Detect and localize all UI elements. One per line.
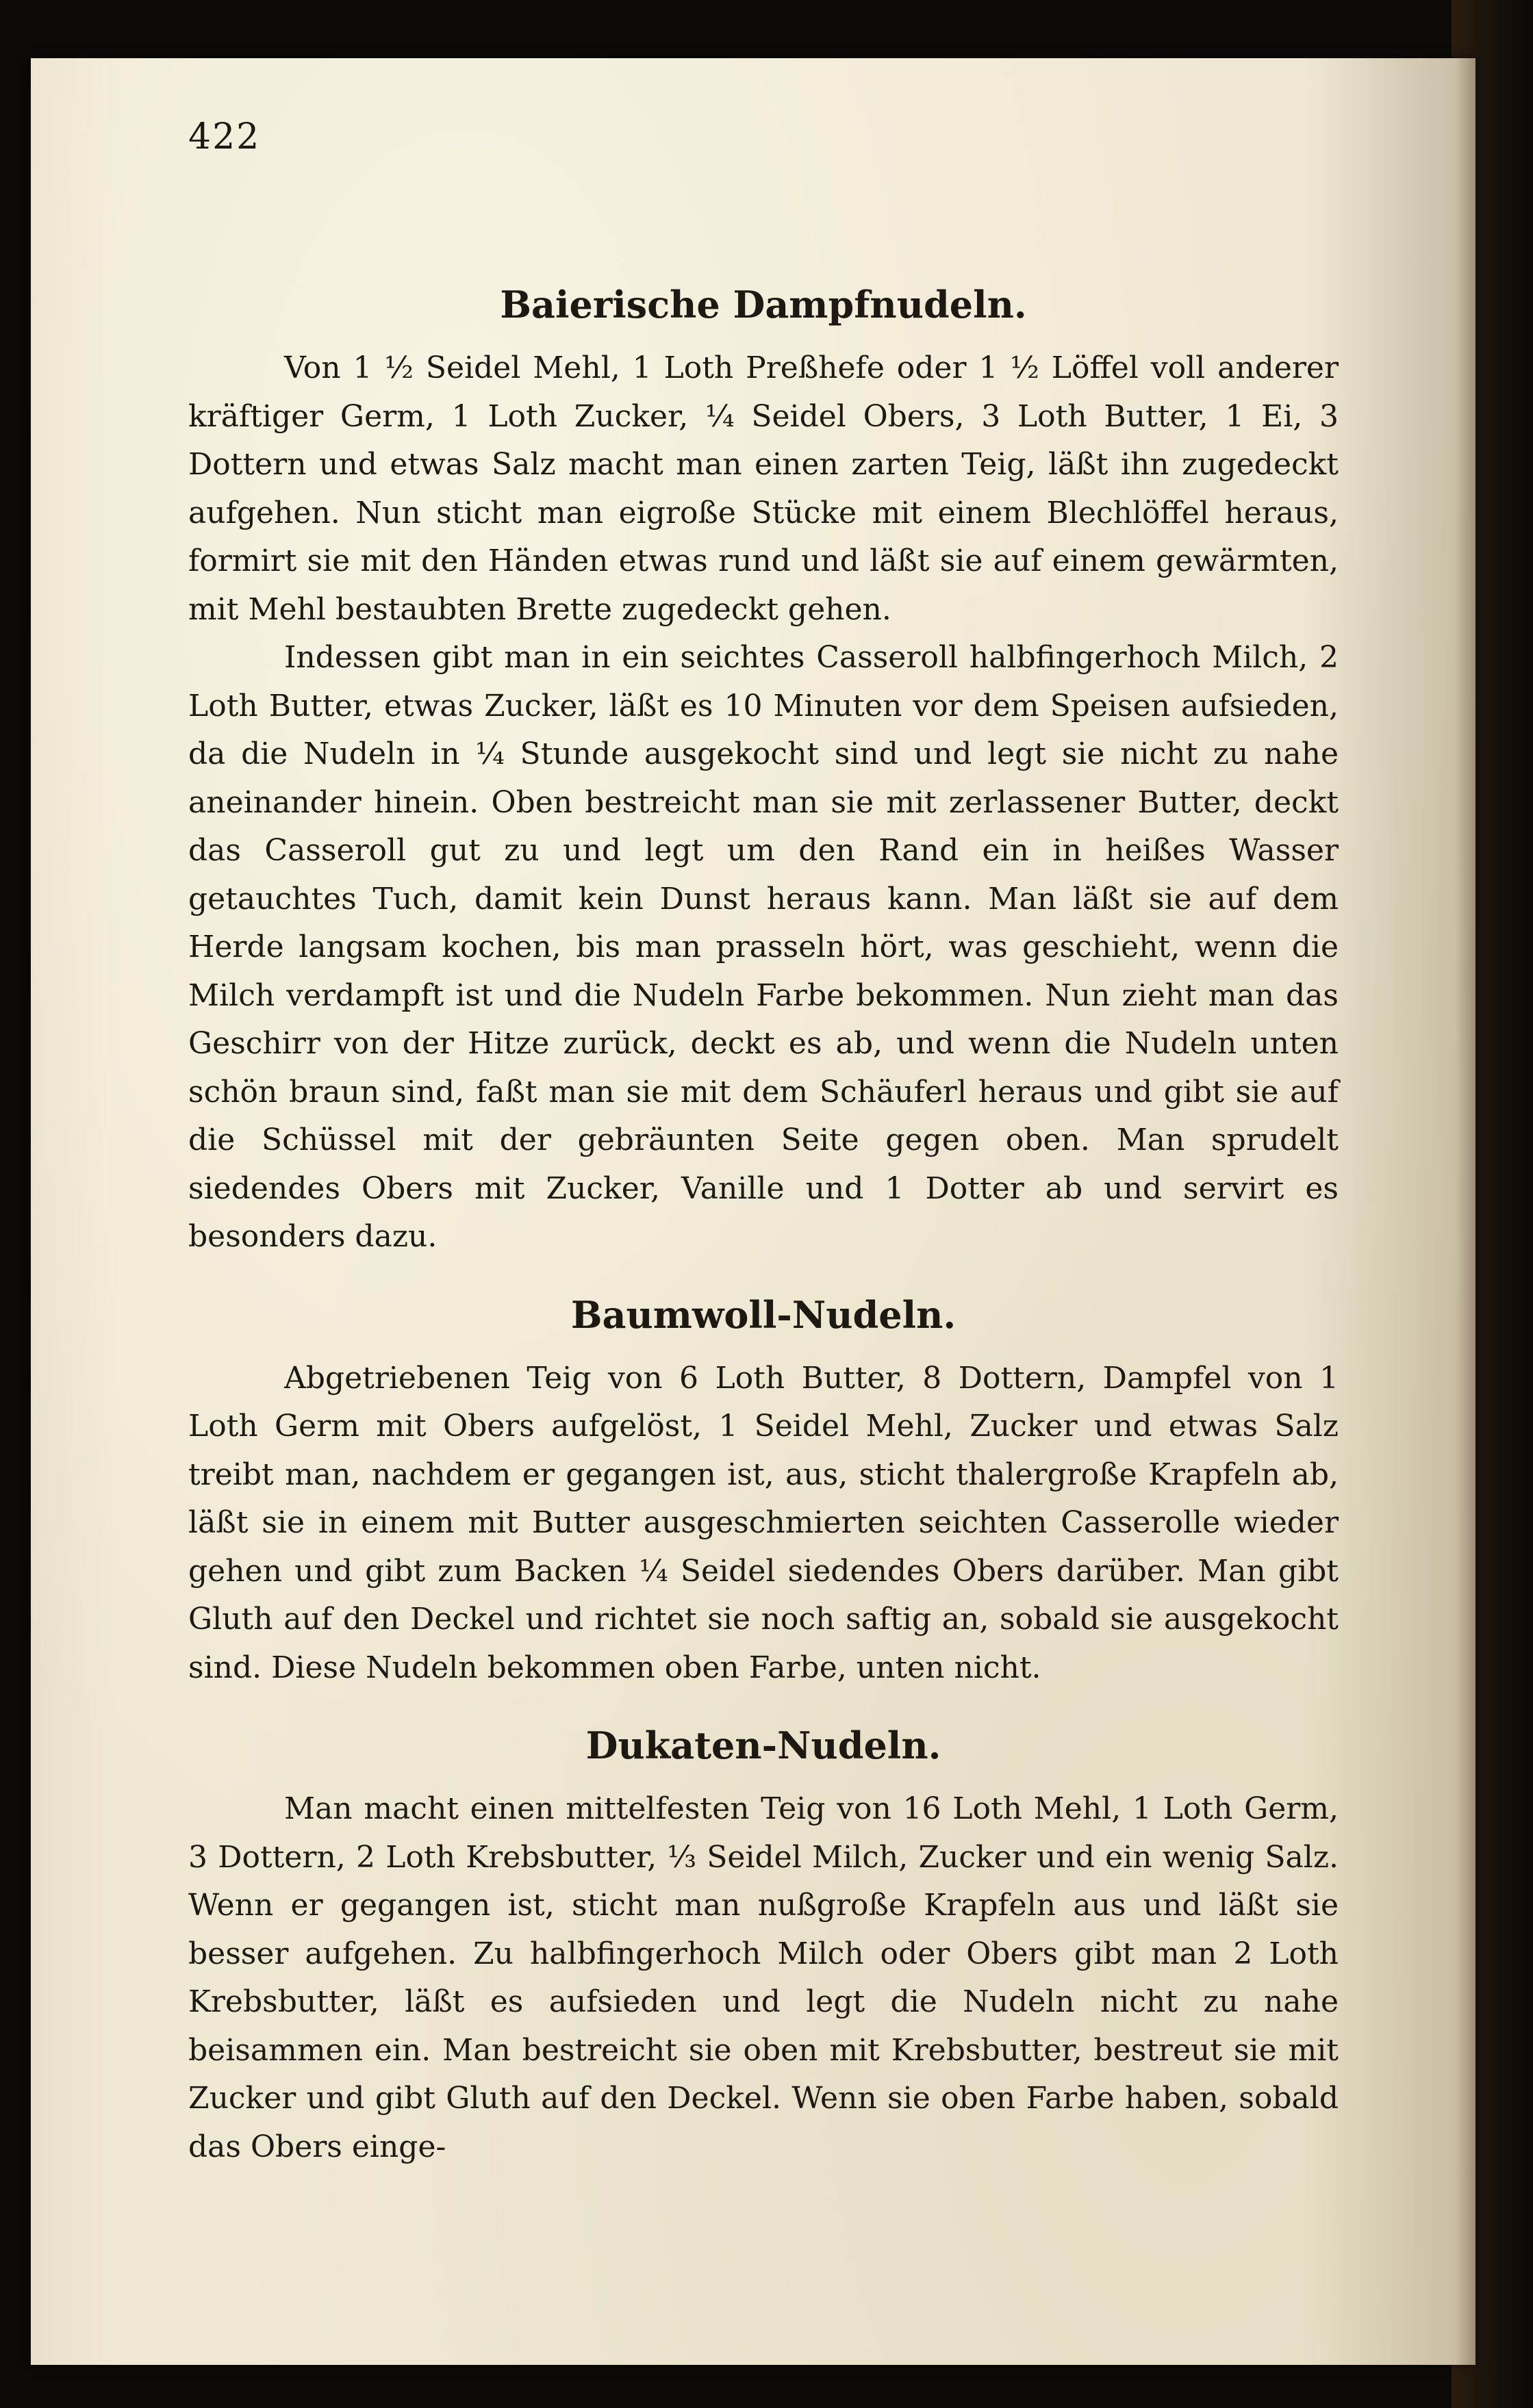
section-title-dukaten-nudeln: Dukaten-Nudeln. xyxy=(585,1724,941,1767)
paragraph: Indessen gibt man in ein seichtes Casseroll halbfingerhoch Milch, 2 Loth Butter, etwas Zucker, läßt es 10 Minuten vor dem Speisen aufsieden, da die Nudeln in ¼ Stunde ausgekocht sind und legt sie nicht zu nahe aneinander hinein. Oben bestreicht man sie mit zerlassener Butter, deckt das Casseroll gut zu und legt um den Rand ein in heißes Wasser getauchtes Tuch, damit kein Dunst heraus kann. Man läßt sie auf dem Herde langsam kochen, bis man prasseln hört, was geschieht, wenn die Milch verdampft ist und die Nudeln Farbe bekommen. Nun zieht man das Geschirr von der Hitze zurück, deckt es ab, und wenn die Nudeln unten schön braun sind, faßt man sie mit dem Schäuferl heraus und gibt sie auf die Schüssel mit der gebräunten Seite gegen oben. Man sprudelt siedendes Obers mit Zucker, Vanille und 1 Dotter ab und servirt es besonders dazu. xyxy=(188,640,1339,1254)
paragraph: Von 1 ½ Seidel Mehl, 1 Loth Preßhefe oder 1 ½ Löffel voll anderer kräftiger Germ, 1 Loth Zucker, ¼ Seidel Obers, 3 Loth Butter, 1 Ei, 3 Dottern und etwas Salz macht man einen zarten Teig, läßt ihn zugedeckt aufgehen. Nun sticht man eigroße Stücke mit einem Blechlöffel heraus, formirt sie mit den Händen etwas rund und läßt sie auf einem gewärmten, mit Mehl bestaubten Brette zugedeckt gehen. xyxy=(188,350,1339,627)
paragraph: Abgetriebenen Teig von 6 Loth Butter, 8 Dottern, Dampfel von 1 Loth Germ mit Obers aufgelöst, 1 Seidel Mehl, Zucker und etwas Salz treibt man, nachdem er gegangen ist, aus, sticht thalergroße Krapfeln ab, läßt sie in einem mit Butter ausgeschmierten seichten Casserolle wieder gehen und gibt zum Backen ¼ Seidel siedendes Obers darüber. Man gibt Gluth auf den Deckel und richtet sie noch saftig an, sobald sie ausgekocht sind. Diese Nudeln bekommen oben Farbe, unten nicht. xyxy=(188,1360,1339,1685)
paragraph: Man macht einen mittelfesten Teig von 16 Loth Mehl, 1 Loth Germ, 3 Dottern, 2 Loth Krebsbutter, ⅓ Seidel Milch, Zucker und ein wenig Salz. Wenn er gegangen ist, sticht man nußgroße Krapfeln aus und läßt sie besser aufgehen. Zu halbfingerhoch Milch oder Obers gibt man 2 Loth Krebsbutter, läßt es aufsieden und legt die Nudeln nicht zu nahe beisammen ein. Man bestreicht sie oben mit Krebsbutter, bestreut sie mit Zucker und gibt Gluth auf den Deckel. Wenn sie oben Farbe haben, sobald das Obers einge- xyxy=(188,1791,1339,2164)
section-title-baumwoll-nudeln: Baumwoll-Nudeln. xyxy=(570,1292,956,1337)
section-title-dampfnudeln: Baierische Dampfnudeln. xyxy=(500,283,1027,326)
page-edge-shadow xyxy=(1455,58,1475,2365)
text-block xyxy=(188,277,1339,2171)
page-number: 422 xyxy=(188,116,261,157)
